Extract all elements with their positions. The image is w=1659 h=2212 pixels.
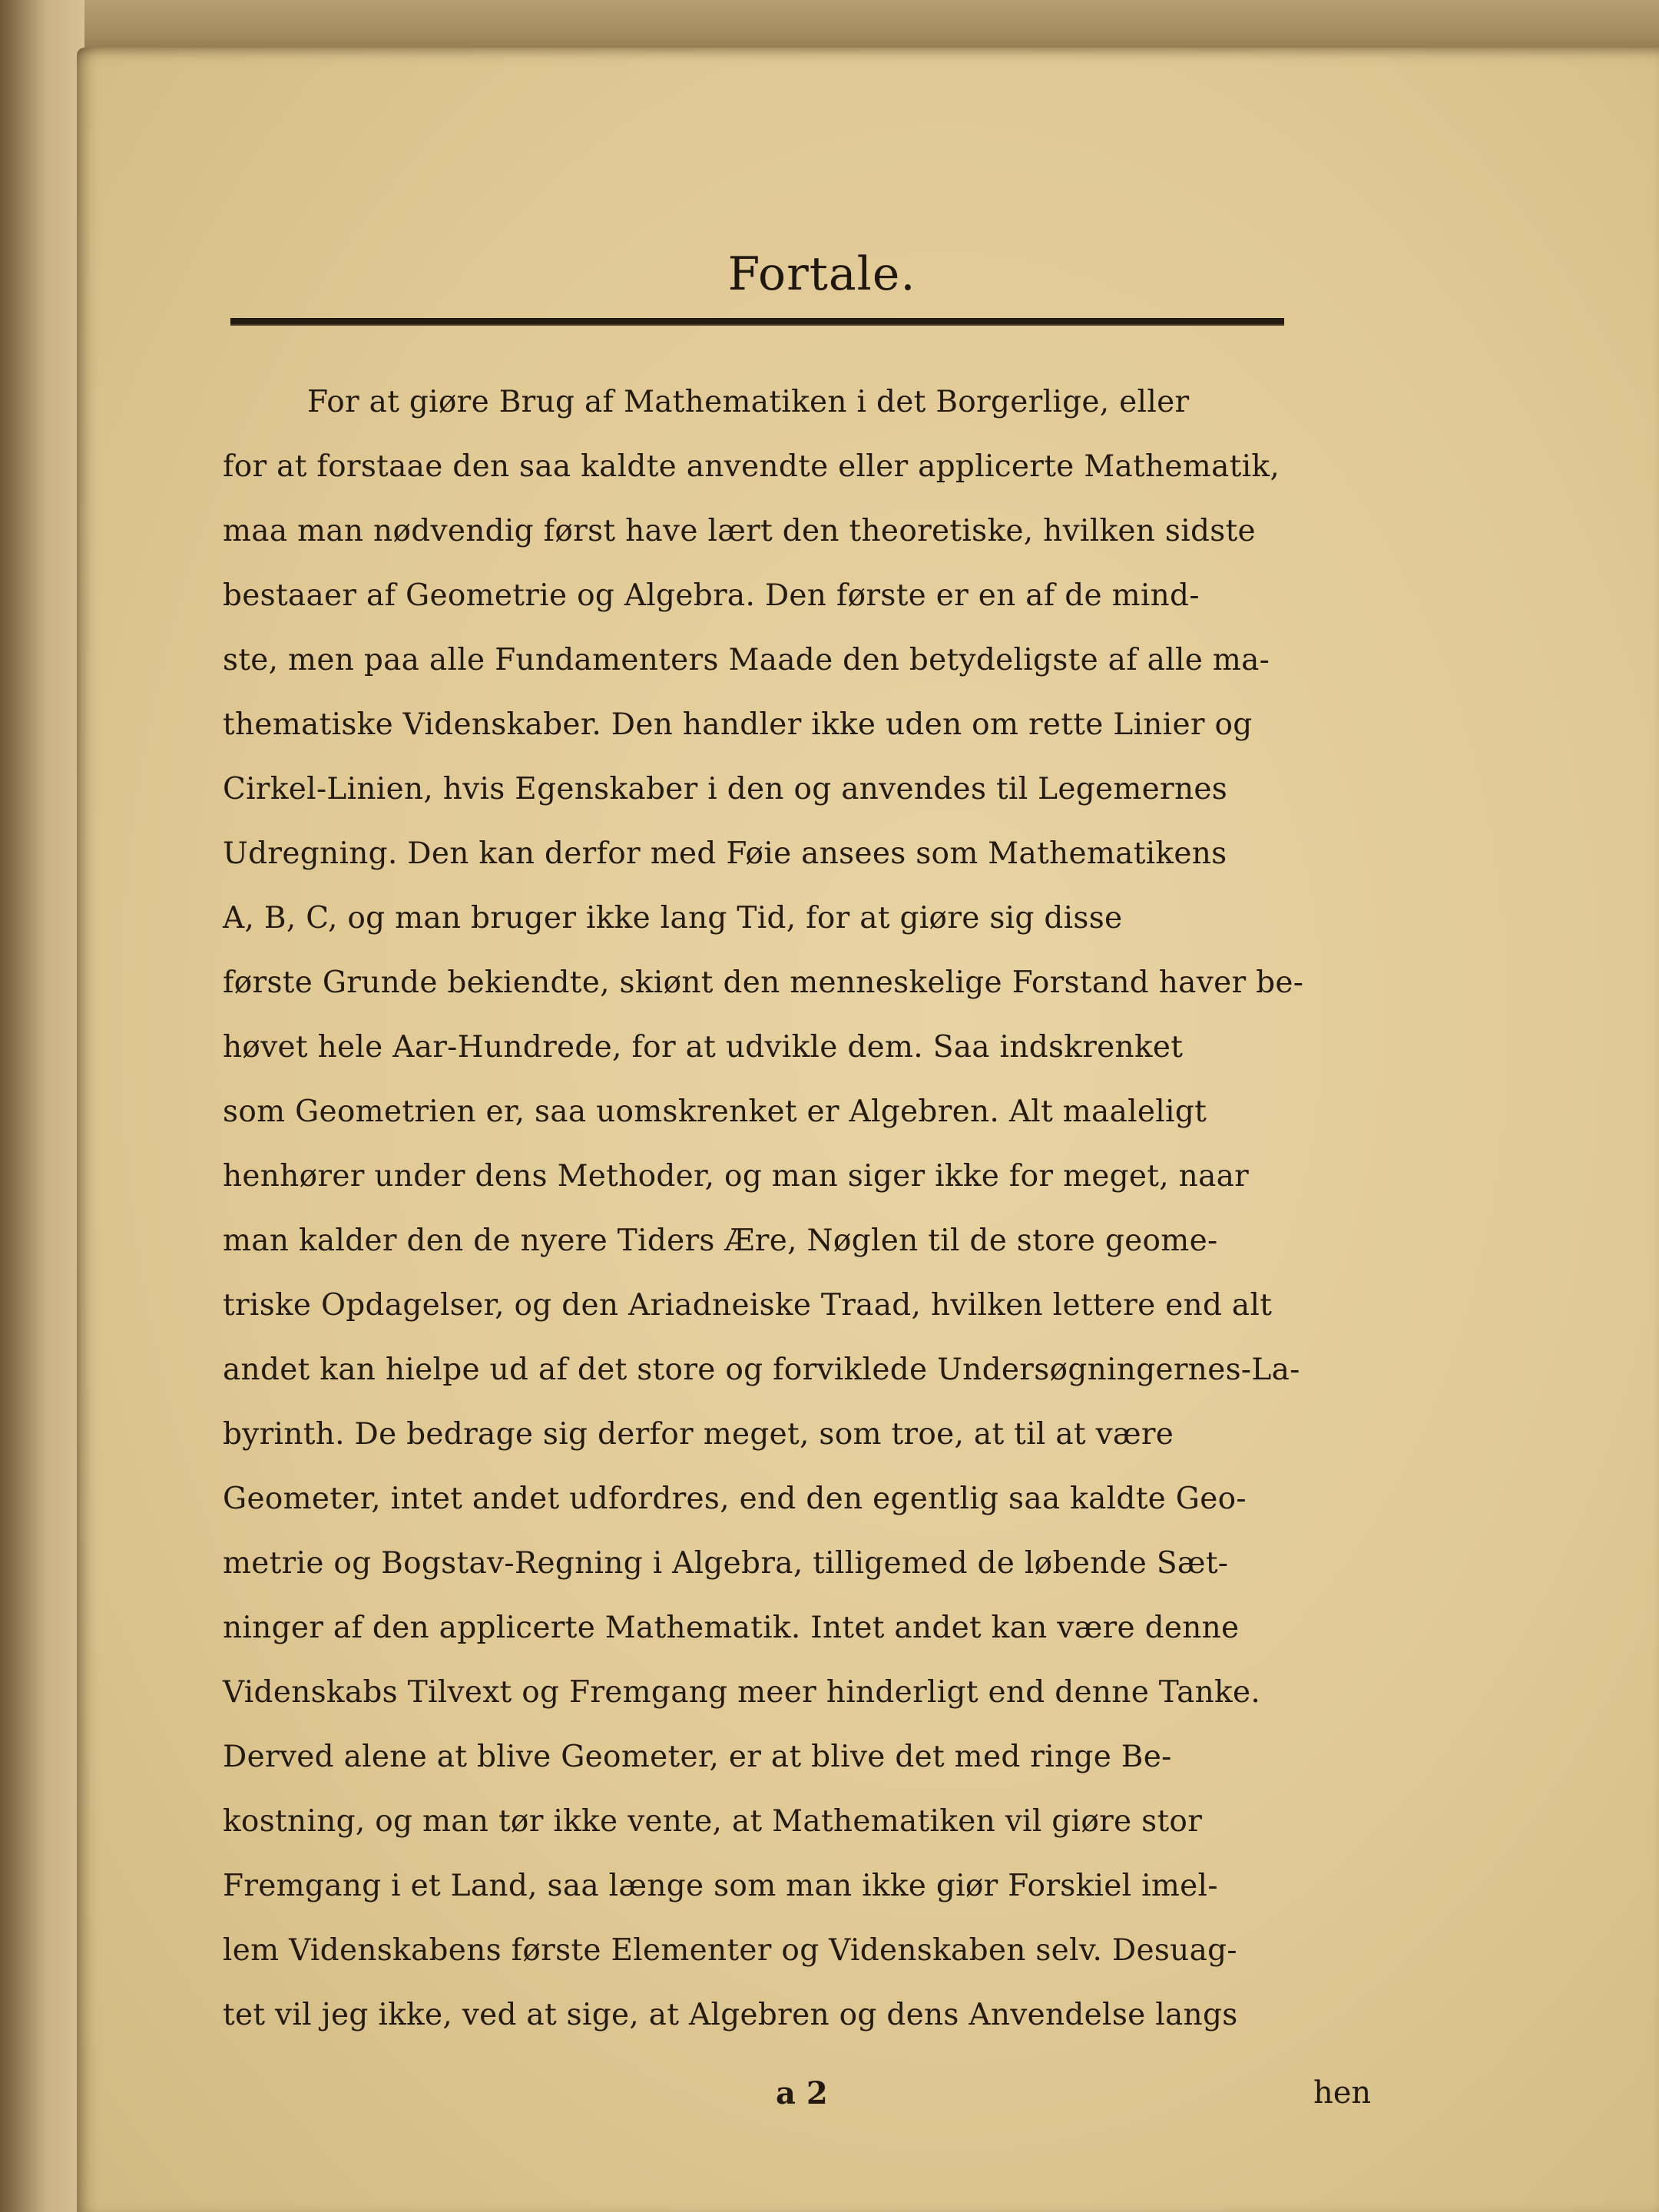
text-line: Cirkel-Linien, hvis Egenskaber i den og anvendes til Legemernes — [223, 772, 1228, 806]
text-line: første Grunde bekiendte, skiønt den menneskelige Forstand haver be- — [223, 965, 1304, 1000]
page-footer — [223, 2075, 1421, 2137]
text-line: for at forstaae den saa kaldte anvendte eller applicerte Mathematik, — [223, 449, 1280, 484]
text-line: henhører under dens Methoder, og man siger ikke for meget, naar — [223, 1159, 1250, 1194]
text-line: ninger af den applicerte Mathematik. Intet andet kan være denne — [223, 1611, 1240, 1645]
signature-mark: a 2 — [776, 2075, 828, 2111]
text-line: høvet hele Aar-Hundrede, for at udvikle dem. Saa indskrenket — [223, 1030, 1184, 1065]
text-line: bestaaer af Geometrie og Algebra. Den første er en af de mind- — [223, 578, 1200, 613]
page-title: Fortale. — [727, 247, 916, 301]
text-line: Udregning. Den kan derfor med Føie ansees som Mathematikens — [223, 836, 1227, 871]
text-line: byrinth. De bedrage sig derfor meget, som troe, at til at være — [223, 1417, 1174, 1452]
text-line: lem Videnskabens første Elementer og Videnskaben selv. Desuag- — [223, 1933, 1237, 1968]
text-line: Videnskabs Tilvext og Fremgang meer hinderligt end denne Tanke. — [223, 1675, 1261, 1710]
text-line: Geometer, intet andet udfordres, end den egentlig saa kaldte Geo- — [223, 1482, 1247, 1516]
title-rule — [230, 318, 1284, 326]
text-line: tet vil jeg ikke, ved at sige, at Algebren og dens Anvendelse langs — [223, 1998, 1238, 2032]
text-line: metrie og Bogstav-Regning i Algebra, tilligemed de løbende Sæt- — [223, 1546, 1229, 1581]
text-line: kostning, og man tør ikke vente, at Mathematiken vil giøre stor — [223, 1804, 1203, 1839]
facing-page-edge — [0, 0, 84, 2212]
text-line: Derved alene at blive Geometer, er at blive det med ringe Be- — [223, 1740, 1172, 1774]
text-line: maa man nødvendig først have lært den theoretiske, hvilken sidste — [223, 514, 1256, 548]
text-line: andet kan hielpe ud af det store og forviklede Undersøgningernes-La- — [223, 1353, 1300, 1387]
text-line: thematiske Videnskaber. Den handler ikke uden om rette Linier og — [223, 707, 1253, 742]
body-text — [223, 370, 1421, 2048]
text-line: Fremgang i et Land, saa længe som man ikke giør Forskiel imel- — [223, 1869, 1218, 1903]
text-line: For at giøre Brug af Mathematiken i det Borgerlige, eller — [307, 385, 1190, 419]
text-line: ste, men paa alle Fundamenters Maade den betydeligste af alle ma- — [223, 643, 1270, 677]
text-line: triske Opdagelser, og den Ariadneiske Traad, hvilken lettere end alt — [223, 1288, 1273, 1323]
text-line: A, B, C, og man bruger ikke lang Tid, for at giøre sig disse — [223, 901, 1123, 935]
catchword: hen — [1313, 2075, 1372, 2111]
book-page — [77, 48, 1659, 2212]
text-line: man kalder den de nyere Tiders Ære, Nøglen til de store geome- — [223, 1224, 1218, 1258]
text-line: som Geometrien er, saa uomskrenket er Algebren. Alt maaleligt — [223, 1094, 1207, 1129]
